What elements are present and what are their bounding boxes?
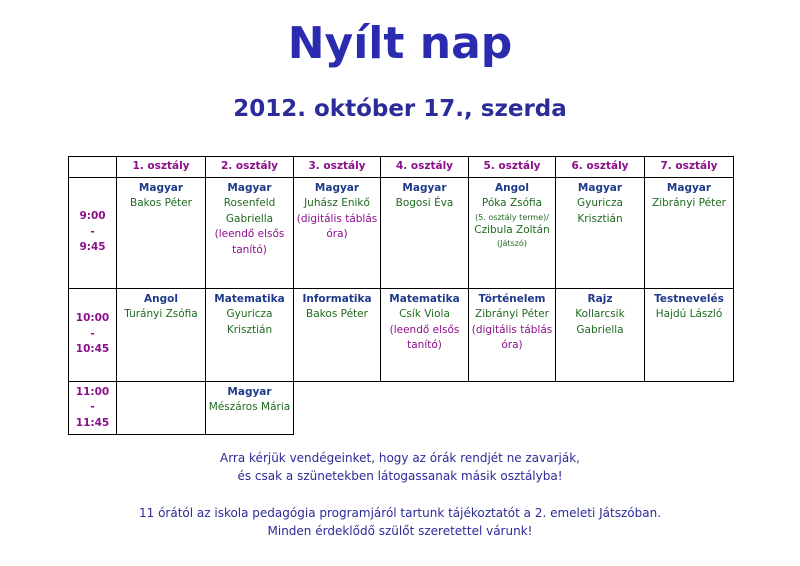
subject: Rajz	[587, 292, 613, 305]
note: (digitális táblás óra)	[471, 323, 553, 351]
subject: Történelem	[478, 292, 546, 305]
column-header: 6. osztály	[556, 157, 645, 178]
teacher: Zibrányi Péter	[652, 197, 726, 209]
note: (leendő elsős tanító)	[389, 323, 460, 351]
column-header: 7. osztály	[645, 157, 734, 178]
table-row	[69, 381, 734, 435]
subject: Angol	[495, 181, 529, 194]
page-title: Nyílt nap	[287, 18, 513, 69]
teacher: Zibrányi Péter	[475, 308, 549, 320]
lesson-cell	[294, 177, 381, 288]
teacher: Póka Zsófia	[481, 197, 543, 209]
corner-cell	[69, 157, 117, 178]
subject: Testnevelés	[654, 292, 724, 305]
subject: Matematika	[214, 292, 285, 305]
notice-line: Arra kérjük vendégeinket, hogy az órák rendjét ne zavarják,	[220, 451, 580, 465]
teacher: Csík Viola	[399, 308, 450, 320]
table-row	[69, 288, 734, 381]
time-cell: 10:00 - 10:45	[69, 288, 117, 381]
teacher: Bakos Péter	[130, 197, 192, 209]
teacher: Kollarcsik Gabriella	[575, 308, 625, 336]
teacher: Gyuricza Krisztián	[226, 308, 273, 336]
schedule-table	[68, 156, 734, 435]
time-cell: 9:00 - 9:45	[69, 177, 117, 288]
lesson-cell	[556, 177, 645, 288]
lesson-cell	[469, 177, 556, 288]
teacher: Bogosi Éva	[395, 197, 454, 209]
column-header: 4. osztály	[381, 157, 469, 178]
subject: Magyar	[227, 181, 272, 194]
column-header: 3. osztály	[294, 157, 381, 178]
lesson-cell	[206, 381, 294, 435]
subject: Magyar	[227, 385, 272, 398]
subject: Informatika	[302, 292, 372, 305]
note-small: (5. osztály terme)/	[475, 212, 549, 222]
subject: Angol	[144, 292, 178, 305]
lesson-cell	[381, 288, 469, 381]
note: (leendő elsős tanító)	[214, 228, 285, 256]
subject: Magyar	[314, 181, 360, 194]
info-line: Minden érdeklődő szülőt szeretettel várunk!	[267, 524, 533, 538]
lesson-cell	[645, 288, 734, 381]
teacher: Turányi Zsófia	[124, 308, 198, 320]
lesson-cell	[206, 288, 294, 381]
lesson-cell	[294, 288, 381, 381]
lesson-cell	[117, 381, 206, 435]
lesson-cell	[117, 177, 206, 288]
note-small: (Játszó)	[497, 239, 527, 248]
teacher: Bakos Péter	[306, 308, 368, 320]
subject: Matematika	[389, 292, 460, 305]
subject: Magyar	[577, 181, 623, 194]
lesson-cell	[469, 288, 556, 381]
teacher: Czibula Zoltán	[474, 223, 550, 236]
table-row	[69, 177, 734, 288]
column-header: 5. osztály	[469, 157, 556, 178]
subject: Magyar	[402, 181, 447, 194]
teacher: Rosenfeld Gabriella	[223, 197, 276, 225]
column-header: 1. osztály	[117, 157, 206, 178]
lesson-cell	[381, 177, 469, 288]
header-row	[69, 157, 734, 178]
teacher: Hajdú László	[655, 308, 723, 320]
subject: Magyar	[666, 181, 712, 194]
lesson-cell	[556, 288, 645, 381]
time-cell: 11:00 - 11:45	[69, 381, 117, 435]
teacher: Mészáros Mária	[208, 401, 291, 413]
info-line: 11 órától az iskola pedagógia programjáról tartunk tájékoztatót a 2. emeleti Játszóban.	[138, 506, 662, 520]
teacher: Gyuricza Krisztián	[577, 197, 623, 225]
lesson-cell	[206, 177, 294, 288]
note: (digitális táblás óra)	[296, 212, 378, 240]
lesson-cell	[117, 288, 206, 381]
column-header: 2. osztály	[206, 157, 294, 178]
event-date: 2012. október 17., szerda	[233, 96, 567, 122]
notice-line: és csak a szünetekben látogassanak másik osztályba!	[237, 469, 563, 483]
teacher: Juhász Enikő	[304, 197, 370, 209]
subject: Magyar	[138, 181, 184, 194]
lesson-cell	[645, 177, 734, 288]
